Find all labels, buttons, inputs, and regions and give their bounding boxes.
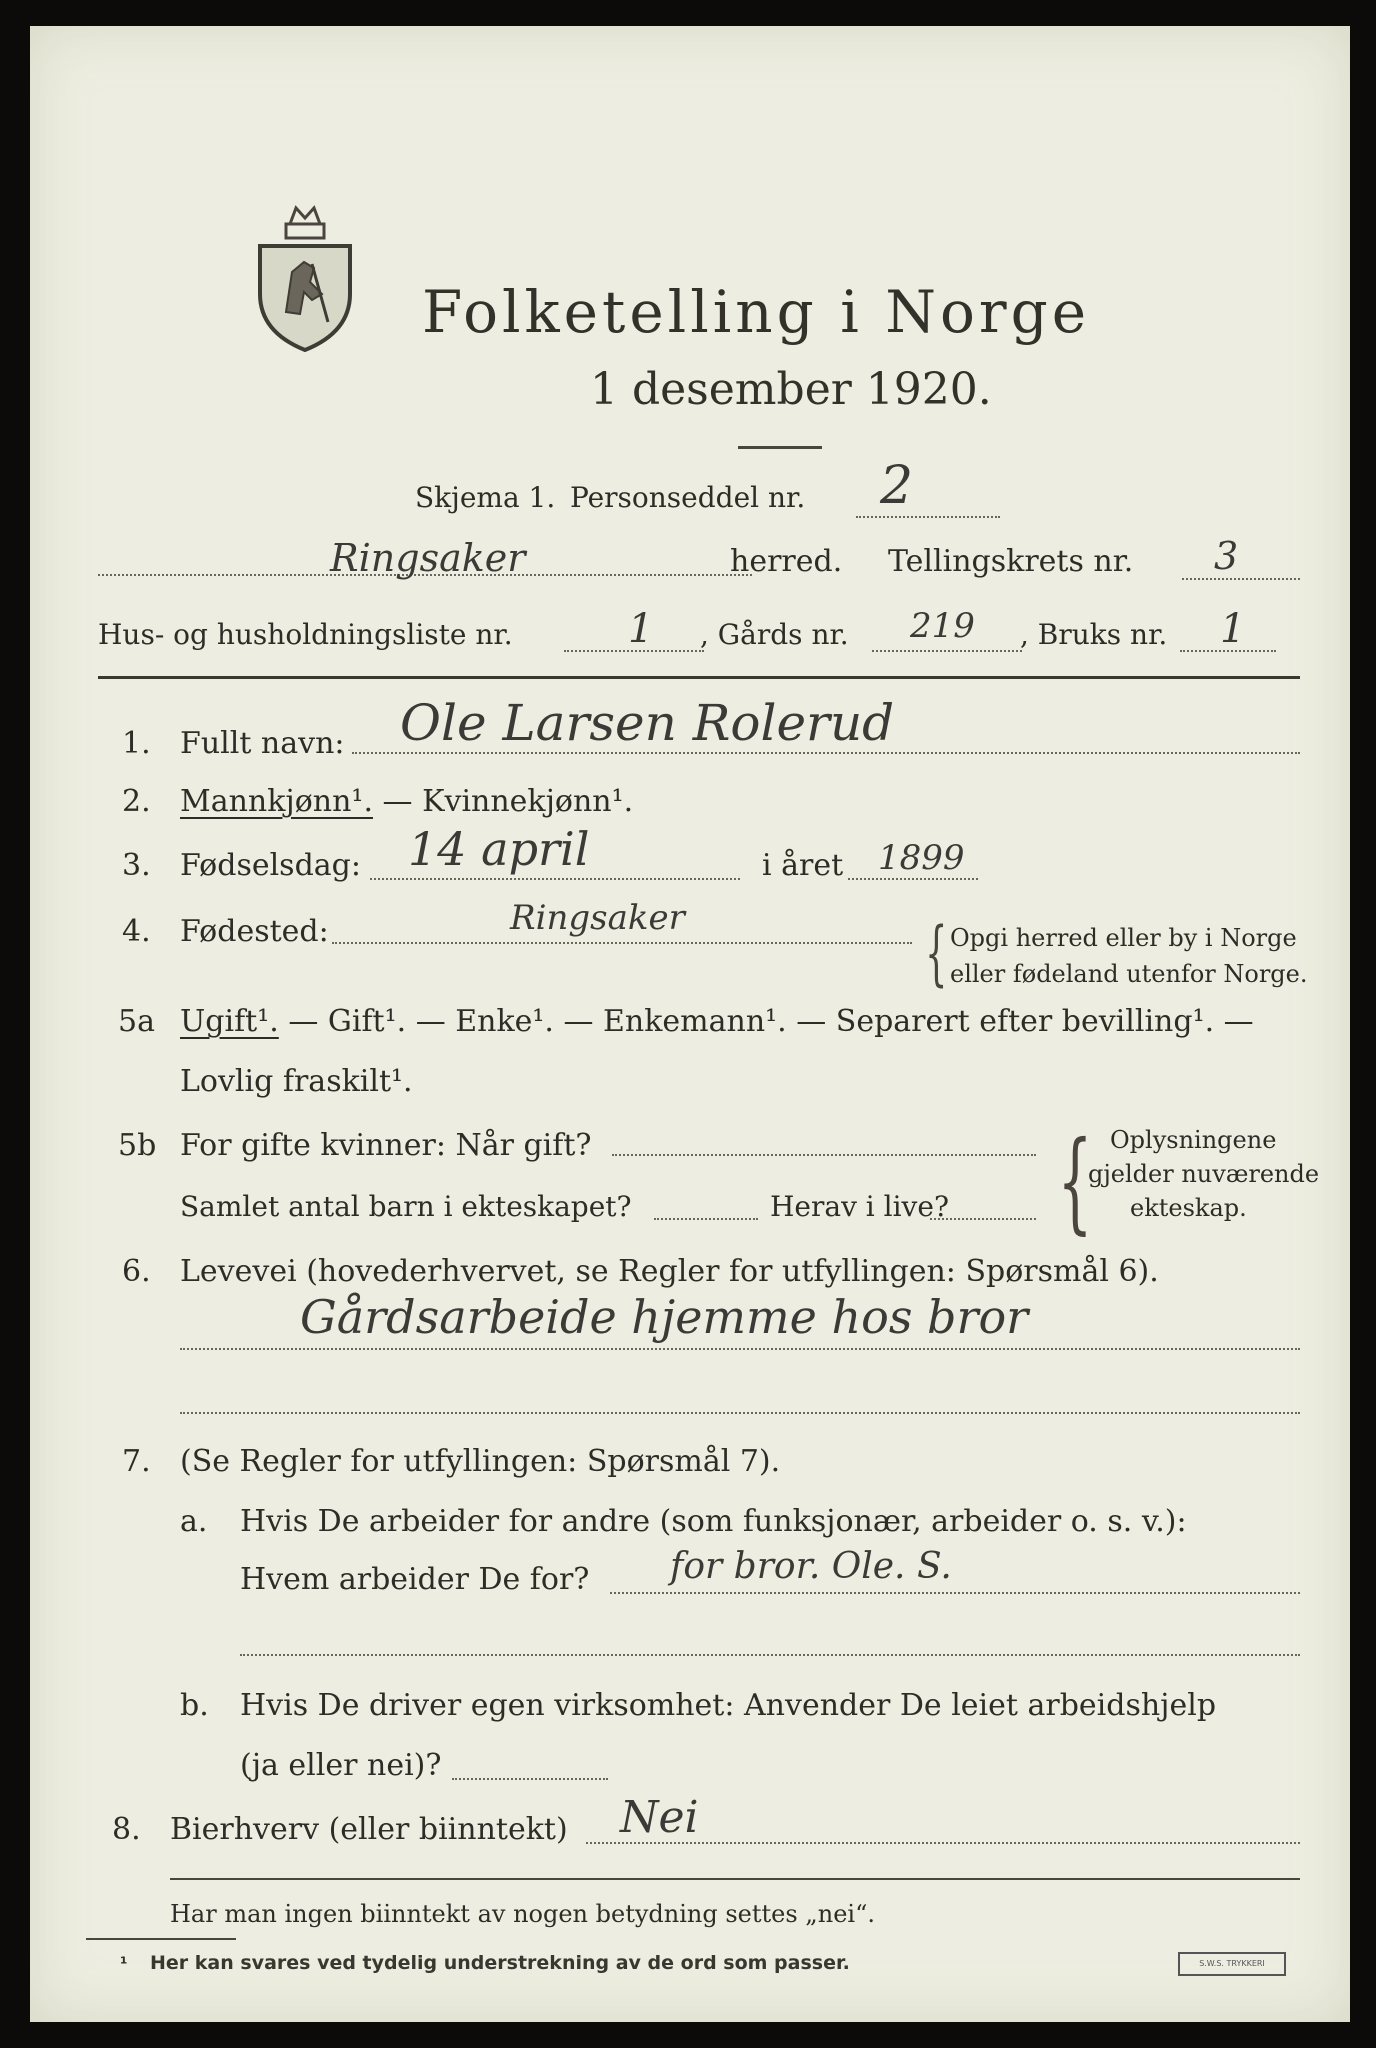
alive-field[interactable]: [930, 1218, 1036, 1220]
q6-label: Levevei (hovederhvervet, se Regler for utfyllingen: Spørsmål 6).: [180, 1254, 1159, 1289]
year-label: i året: [762, 848, 844, 883]
bruks-value: 1: [1220, 606, 1246, 652]
q5b-children-label: Samlet antal barn i ekteskapet?: [180, 1190, 632, 1223]
q7-number: 7.: [122, 1444, 151, 1479]
q5b-number: 5b: [118, 1128, 157, 1163]
q7a-line1: Hvis De arbeider for andre (som funksjonær, arbeider o. s. v.):: [240, 1504, 1187, 1539]
q7b-line2: (ja eller nei)?: [240, 1748, 442, 1783]
q3-label: Fødselsdag:: [180, 848, 361, 883]
q2-number: 2.: [122, 784, 151, 819]
birthplace-field[interactable]: [332, 942, 912, 944]
q5b-note-line1: Oplysningene: [1110, 1126, 1277, 1154]
q7b-line1: Hvis De driver egen virksomhet: Anvender De leiet arbeidshjelp: [240, 1688, 1217, 1723]
q6-number: 6.: [122, 1254, 151, 1289]
census-form-sheet: [30, 26, 1350, 2022]
q2-separator: —: [373, 784, 423, 819]
tellingskrets-label: Tellingskrets nr.: [888, 544, 1134, 579]
occupation-field[interactable]: [180, 1348, 1300, 1350]
birthplace-value: Ringsaker: [510, 898, 685, 938]
footnote-text: Her kan svares ved tydelig understrekning av de ord som passer.: [150, 1952, 850, 1974]
q5b-brace: {: [1057, 1117, 1093, 1245]
tellingskrets-value: 3: [1214, 534, 1239, 578]
ugift-option[interactable]: Ugift¹.: [180, 1004, 279, 1039]
q1-number: 1.: [122, 726, 151, 761]
hired-help-field[interactable]: [452, 1778, 608, 1780]
bruks-label: , Bruks nr.: [1020, 618, 1168, 651]
q4-note-line2: eller fødeland utenfor Norge.: [950, 960, 1308, 988]
year-value: 1899: [878, 838, 965, 878]
hus-label: Hus- og husholdningsliste nr.: [98, 618, 513, 651]
printer-stamp: S.W.S. TRYKKERI: [1178, 1952, 1286, 1976]
employer-field-2[interactable]: [240, 1654, 1300, 1656]
herred-label: herred.: [730, 544, 843, 579]
marital-options[interactable]: — Gift¹. — Enke¹. — Enkemann¹. — Separert efter bevilling¹. —: [278, 1004, 1254, 1039]
full-name-field[interactable]: [352, 752, 1300, 754]
q7b-number: b.: [180, 1688, 209, 1723]
q8-divider: [170, 1878, 1300, 1880]
hus-value: 1: [628, 606, 654, 652]
page-title: Folketelling i Norge: [422, 278, 1091, 346]
q7a-line2: Hvem arbeider De for?: [240, 1562, 590, 1597]
year-field[interactable]: [848, 878, 978, 880]
employer-field[interactable]: [610, 1592, 1300, 1594]
birthday-field[interactable]: [370, 878, 740, 880]
side-income-value: Nei: [620, 1792, 699, 1843]
gards-value: 219: [910, 606, 975, 646]
kvinnekjonn-option[interactable]: Kvinnekjønn¹.: [422, 784, 634, 819]
occupation-value: Gårdsarbeide hjemme hos bror: [300, 1290, 1029, 1344]
q5b-note-line3: ekteskap.: [1130, 1194, 1247, 1222]
gards-field[interactable]: [872, 650, 1022, 652]
lovlig-fraskilt-option[interactable]: Lovlig fraskilt¹.: [180, 1064, 413, 1099]
q7a-number: a.: [180, 1504, 208, 1539]
personseddel-label: Personseddel nr.: [570, 481, 806, 514]
married-date-field[interactable]: [612, 1154, 1036, 1156]
personseddel-field[interactable]: [856, 516, 1000, 518]
full-name-value: Ole Larsen Rolerud: [400, 694, 895, 752]
footnote-mark: ¹: [120, 1954, 128, 1974]
census-date: 1 desember 1920.: [590, 364, 992, 415]
title-divider: [738, 446, 822, 449]
coat-of-arms-icon: [252, 202, 358, 352]
q4-note-line1: Opgi herred eller by i Norge: [950, 924, 1297, 952]
q5a-number: 5a: [118, 1004, 155, 1039]
children-field[interactable]: [654, 1218, 758, 1220]
q5b-alive-label: Herav i live?: [770, 1190, 949, 1223]
q8-label: Bierhverv (eller biinntekt): [170, 1812, 568, 1847]
gards-label: , Gårds nr.: [700, 618, 849, 651]
tellingskrets-field[interactable]: [1182, 578, 1300, 580]
footer-note: Har man ingen biinntekt av nogen betydning settes „nei“.: [170, 1900, 875, 1928]
q5b-note-line2: gjelder nuværende: [1088, 1160, 1320, 1188]
occupation-field-2[interactable]: [180, 1412, 1300, 1414]
footnote-divider: [86, 1938, 236, 1940]
q4-number: 4.: [122, 914, 151, 949]
q7-label: (Se Regler for utfyllingen: Spørsmål 7).: [180, 1444, 781, 1479]
mannkjonn-option[interactable]: Mannkjønn¹.: [180, 784, 373, 819]
q3-number: 3.: [122, 848, 151, 883]
section-divider: [98, 676, 1300, 679]
employer-value: for bror. Ole. S.: [670, 1546, 952, 1587]
personseddel-value: 2: [880, 456, 914, 516]
q4-label: Fødested:: [180, 914, 329, 949]
birthday-value: 14 april: [408, 822, 590, 876]
q4-brace: {: [925, 912, 948, 994]
q8-number: 8.: [112, 1812, 141, 1847]
herred-value: Ringsaker: [330, 536, 526, 580]
q1-label: Fullt navn:: [180, 726, 345, 761]
q5b-line1: For gifte kvinner: Når gift?: [180, 1128, 592, 1163]
skjema-label: Skjema 1.: [415, 481, 556, 514]
